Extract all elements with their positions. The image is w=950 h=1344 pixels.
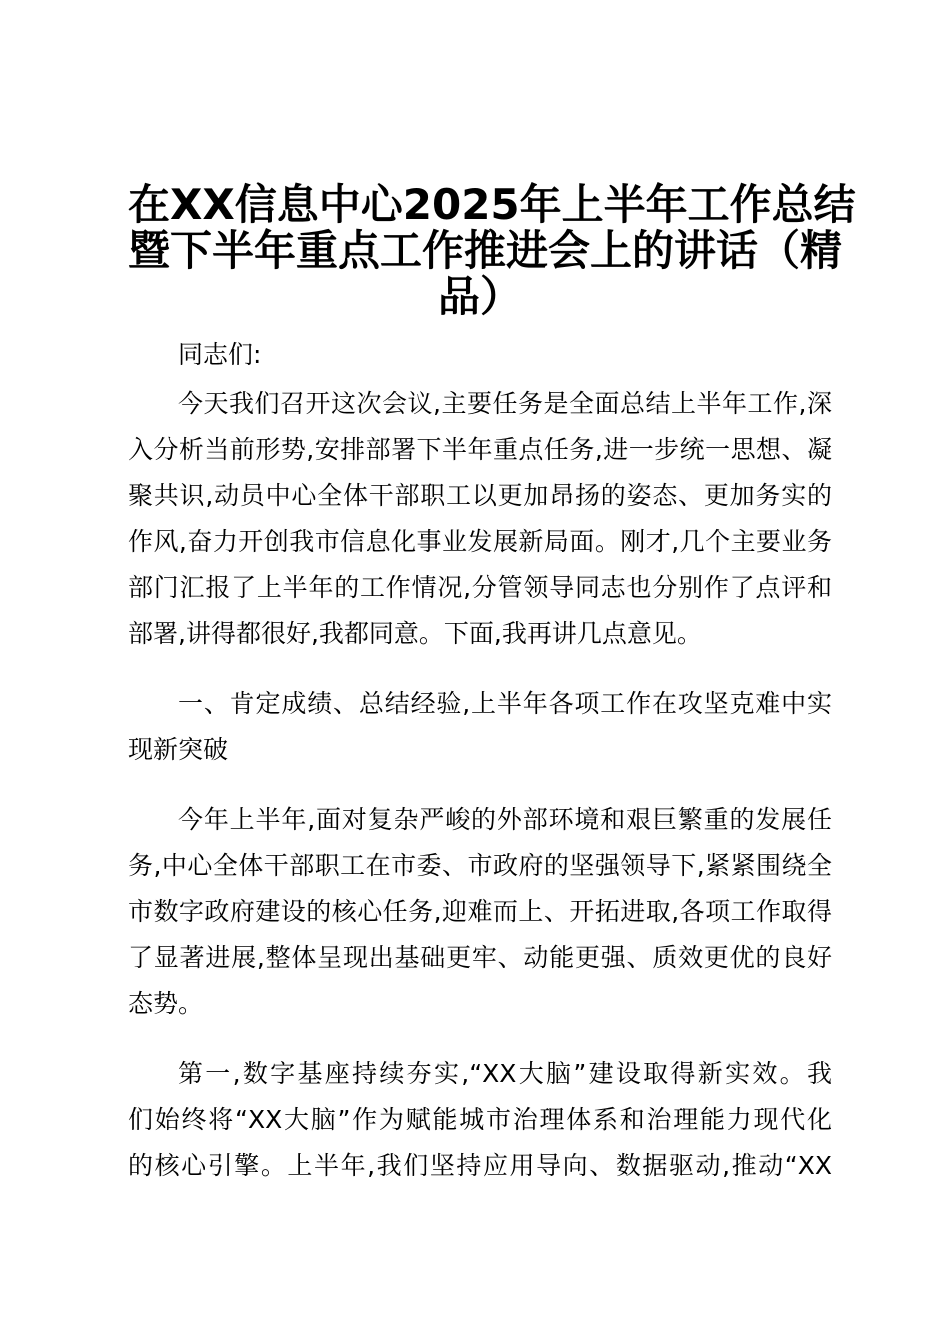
text-line: 们始终将“XX大脑”作为赋能城市治理体系和治理能力现代化	[128, 1105, 832, 1134]
text-line: 市数字政府建设的核心任务,迎难而上、开拓进取,各项工作取得	[128, 897, 832, 926]
title-line: 在XX信息中心2025年上半年工作总结	[128, 180, 856, 229]
text-line: 了显著进展,整体呈现出基础更牢、动能更强、质效更优的良好	[128, 943, 832, 972]
text-line: 今年上半年,面对复杂严峻的外部环境和艰巨繁重的发展任	[178, 805, 832, 834]
text-line: 的核心引擎。上半年,我们坚持应用导向、数据驱动,推动“XX	[128, 1151, 832, 1180]
text-line: 第一,数字基座持续夯实,“XX大脑”建设取得新实效。我	[178, 1059, 832, 1088]
text-line: 态势。	[128, 989, 204, 1018]
title-line: 品）	[437, 272, 522, 321]
text-line: 入分析当前形势,安排部署下半年重点任务,进一步统一思想、凝	[128, 435, 832, 464]
document-title	[128, 180, 856, 321]
text-line: 今天我们召开这次会议,主要任务是全面总结上半年工作,深	[178, 389, 832, 418]
section-heading	[128, 681, 832, 773]
document-body	[128, 332, 832, 1213]
title-line: 暨下半年重点工作推进会上的讲话（精	[128, 226, 843, 275]
text-line: 聚共识,动员中心全体干部职工以更加昂扬的姿态、更加务实的	[128, 481, 832, 510]
text-line: 一、肯定成绩、总结经验,上半年各项工作在攻坚克难中实	[178, 689, 832, 718]
text-line: 同志们:	[178, 340, 262, 369]
text-line: 作风,奋力开创我市信息化事业发展新局面。刚才,几个主要业务	[128, 527, 832, 556]
text-line: 部署,讲得都很好,我都同意。下面,我再讲几点意见。	[128, 619, 702, 648]
text-line: 现新突破	[128, 735, 229, 764]
paragraph-intro	[128, 381, 832, 657]
salutation	[128, 332, 832, 378]
paragraph-first-point	[128, 1051, 832, 1189]
text-line: 部门汇报了上半年的工作情况,分管领导同志也分别作了点评和	[128, 573, 832, 602]
text-line: 务,中心全体干部职工在市委、市政府的坚强领导下,紧紧围绕全	[128, 851, 832, 880]
paragraph-overview	[128, 797, 832, 1027]
